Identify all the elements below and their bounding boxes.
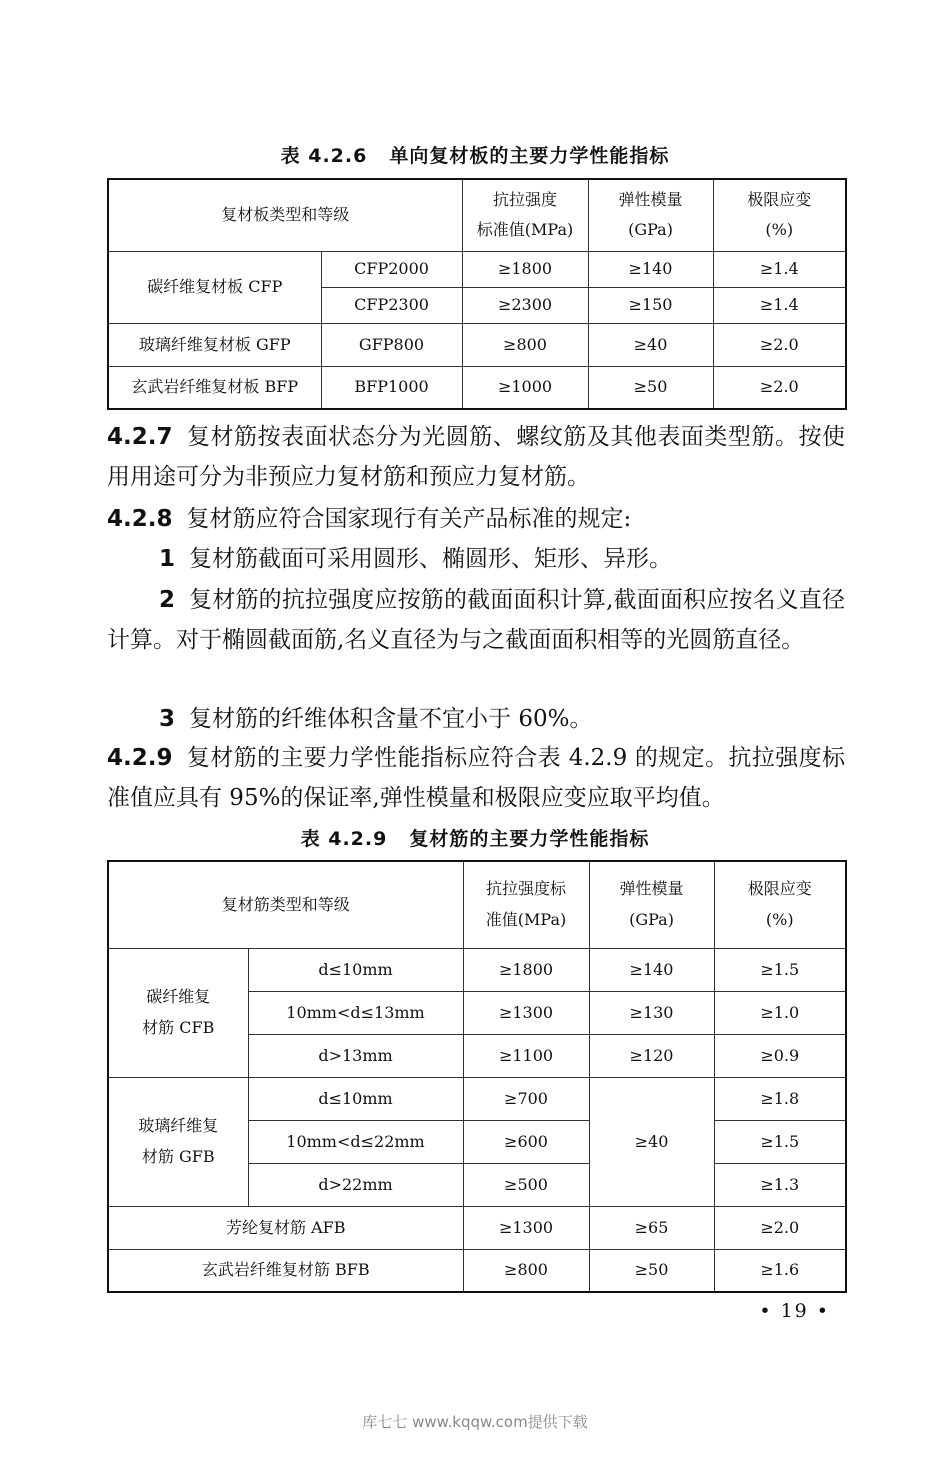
strain-cell: ≥1.4 xyxy=(713,251,846,287)
header-type: 复材板类型和等级 xyxy=(108,179,462,251)
table-number: 表 4.2.6 xyxy=(280,145,368,167)
range-cell: d≤10mm xyxy=(248,948,463,991)
watermark-text: 库七七 www.kqqw.com提供下载 xyxy=(362,1413,588,1431)
modulus-cell: ≥130 xyxy=(589,991,714,1034)
table-number: 表 4.2.9 xyxy=(300,828,388,850)
group-cell: 玄武岩纤维复材板 BFP xyxy=(108,366,321,409)
clause-number: 4.2.8 xyxy=(107,506,173,532)
clause-text: 复材筋的主要力学性能指标应符合表 4.2.9 的规定。抗拉强度标准值应具有 95%的保证率,弹性模量和极限应变应取平均值。 xyxy=(107,745,845,811)
page-number: • 19 • xyxy=(759,1300,830,1322)
grade-cell: CFP2300 xyxy=(321,287,462,323)
grade-cell: GFP800 xyxy=(321,323,462,366)
table-caption-4-2-6 xyxy=(0,141,950,168)
item-text: 复材筋截面可采用圆形、椭圆形、矩形、异形。 xyxy=(189,546,673,572)
strain-cell: ≥2.0 xyxy=(714,1206,846,1249)
strength-cell: ≥600 xyxy=(463,1120,589,1163)
range-cell: d>13mm xyxy=(248,1034,463,1077)
strength-cell: ≥800 xyxy=(462,323,588,366)
group-cell-afb: 芳纶复材筋 AFB xyxy=(108,1206,463,1249)
strength-cell: ≥1800 xyxy=(463,948,589,991)
clause-4-2-9 xyxy=(107,738,845,818)
strength-cell: ≥1300 xyxy=(463,991,589,1034)
strain-cell: ≥2.0 xyxy=(713,366,846,409)
table-title: 单向复材板的主要力学性能指标 xyxy=(389,145,670,167)
grade-cell: CFP2000 xyxy=(321,251,462,287)
table-row xyxy=(108,323,846,366)
strain-cell: ≥0.9 xyxy=(714,1034,846,1077)
modulus-cell: ≥65 xyxy=(589,1206,714,1249)
modulus-cell: ≥150 xyxy=(588,287,713,323)
header-strain: 极限应变 (%) xyxy=(713,179,846,251)
table-row xyxy=(108,948,846,991)
modulus-cell: ≥50 xyxy=(588,366,713,409)
table-header-row xyxy=(108,861,846,948)
modulus-cell: ≥50 xyxy=(589,1249,714,1292)
table-header-row xyxy=(108,179,846,251)
header-type: 复材筋类型和等级 xyxy=(108,861,463,948)
header-modulus: 弹性模量 (GPa) xyxy=(589,861,714,948)
clause-4-2-8 xyxy=(107,499,845,539)
strain-cell: ≥2.0 xyxy=(713,323,846,366)
table-row xyxy=(108,251,846,287)
table-row xyxy=(108,1249,846,1292)
group-cell: 碳纤维复材板 CFP xyxy=(108,251,321,323)
item-3 xyxy=(107,699,845,739)
group-cell-cfb: 碳纤维复 材筋 CFB xyxy=(108,948,248,1077)
table-caption-4-2-9 xyxy=(0,824,950,851)
range-cell: 10mm<d≤13mm xyxy=(248,991,463,1034)
modulus-cell: ≥120 xyxy=(589,1034,714,1077)
item-number: 3 xyxy=(159,706,176,732)
item-2 xyxy=(107,580,845,660)
item-text: 复材筋的纤维体积含量不宜小于 60%。 xyxy=(189,706,593,732)
header-modulus: 弹性模量 (GPa) xyxy=(588,179,713,251)
strength-cell: ≥1300 xyxy=(463,1206,589,1249)
clause-number: 4.2.9 xyxy=(107,745,173,771)
strain-cell: ≥1.6 xyxy=(714,1249,846,1292)
table-row xyxy=(108,1077,846,1120)
strength-cell: ≥700 xyxy=(463,1077,589,1120)
table-title: 复材筋的主要力学性能指标 xyxy=(409,828,650,850)
table-4-2-6 xyxy=(107,178,847,410)
strain-cell: ≥1.8 xyxy=(714,1077,846,1120)
strain-cell: ≥1.3 xyxy=(714,1163,846,1206)
strain-cell: ≥1.5 xyxy=(714,948,846,991)
strength-cell: ≥1000 xyxy=(462,366,588,409)
modulus-cell-merged: ≥40 xyxy=(589,1077,714,1206)
group-cell: 玻璃纤维复材板 GFP xyxy=(108,323,321,366)
clause-text: 复材筋按表面状态分为光圆筋、螺纹筋及其他表面类型筋。按使用用途可分为非预应力复材筋和预应力复材筋。 xyxy=(107,424,845,490)
table-row xyxy=(108,366,846,409)
strength-cell: ≥800 xyxy=(463,1249,589,1292)
range-cell: 10mm<d≤22mm xyxy=(248,1120,463,1163)
table-4-2-9 xyxy=(107,860,847,1293)
clause-4-2-7 xyxy=(107,417,845,497)
strength-cell: ≥2300 xyxy=(462,287,588,323)
header-strength: 抗拉强度 标准值(MPa) xyxy=(462,179,588,251)
table-row xyxy=(108,1206,846,1249)
modulus-cell: ≥140 xyxy=(588,251,713,287)
range-cell: d≤10mm xyxy=(248,1077,463,1120)
clause-text: 复材筋应符合国家现行有关产品标准的规定: xyxy=(186,506,632,532)
item-number: 2 xyxy=(159,587,176,613)
strain-cell: ≥1.4 xyxy=(713,287,846,323)
clause-number: 4.2.7 xyxy=(107,424,173,450)
strength-cell: ≥1800 xyxy=(462,251,588,287)
modulus-cell: ≥40 xyxy=(588,323,713,366)
grade-cell: BFP1000 xyxy=(321,366,462,409)
range-cell: d>22mm xyxy=(248,1163,463,1206)
item-1 xyxy=(107,539,845,579)
group-cell-gfb: 玻璃纤维复 材筋 GFB xyxy=(108,1077,248,1206)
group-cell-bfb: 玄武岩纤维复材筋 BFB xyxy=(108,1249,463,1292)
header-strength: 抗拉强度标 准值(MPa) xyxy=(463,861,589,948)
modulus-cell: ≥140 xyxy=(589,948,714,991)
strain-cell: ≥1.0 xyxy=(714,991,846,1034)
item-number: 1 xyxy=(159,546,176,572)
strain-cell: ≥1.5 xyxy=(714,1120,846,1163)
header-strain: 极限应变 (%) xyxy=(714,861,846,948)
strength-cell: ≥1100 xyxy=(463,1034,589,1077)
item-text: 复材筋的抗拉强度应按筋的截面面积计算,截面面积应按名义直径计算。对于椭圆截面筋,名义直径为与之截面面积相等的光圆筋直径。 xyxy=(107,587,845,653)
strength-cell: ≥500 xyxy=(463,1163,589,1206)
